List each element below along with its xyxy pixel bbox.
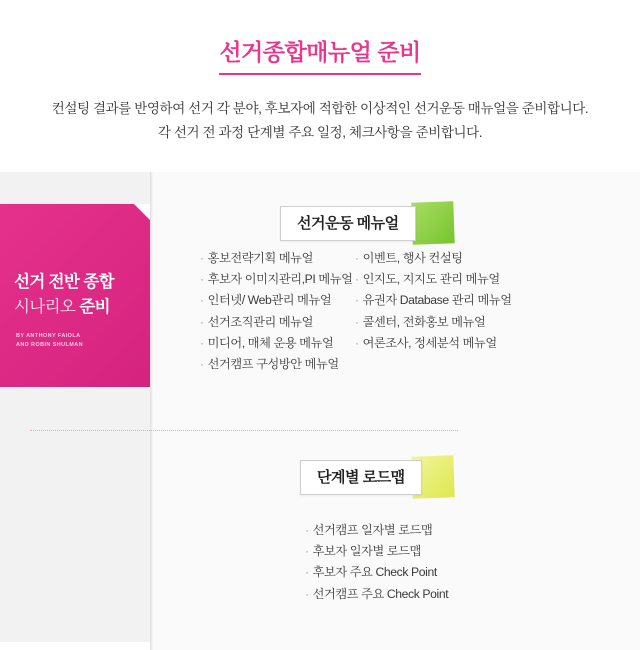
list-item bbox=[355, 337, 512, 358]
page-subtitle bbox=[0, 97, 640, 144]
list-item bbox=[200, 294, 352, 315]
page-header bbox=[0, 0, 640, 144]
bullet-icon: · bbox=[355, 272, 359, 287]
bullet-icon: · bbox=[200, 293, 204, 308]
cover-author-line-1: BY ANTHONY FAIOLA bbox=[16, 333, 81, 339]
bullet-icon: · bbox=[200, 335, 204, 350]
section-1-left-list bbox=[200, 252, 352, 379]
list-item bbox=[200, 316, 352, 337]
book-spread bbox=[0, 172, 640, 650]
section-1-label: 선거운동 메뉴얼 bbox=[280, 206, 416, 241]
list-item-label: 선거캠프 주요 Check Point bbox=[312, 586, 449, 601]
list-item bbox=[200, 358, 352, 379]
cover-title-line-1: 선거 전반 종합 bbox=[14, 273, 115, 291]
list-item-label: 인지도, 지지도 관리 메뉴얼 bbox=[362, 272, 500, 287]
bullet-icon: · bbox=[305, 544, 309, 559]
list-item-label: 유권자 Database 관리 메뉴얼 bbox=[362, 293, 512, 308]
list-item bbox=[355, 273, 512, 294]
section-1-column-right bbox=[355, 252, 512, 358]
list-item-label: 후보자 주요 Check Point bbox=[312, 565, 437, 580]
list-item bbox=[305, 588, 448, 609]
sticky-note-green-icon bbox=[411, 201, 454, 244]
list-item-label: 홍보전략기획 메뉴얼 bbox=[207, 251, 314, 265]
section-roadmap bbox=[0, 454, 490, 601]
section-divider bbox=[30, 430, 458, 431]
list-item bbox=[355, 252, 512, 273]
list-item-label: 선거캠프 구성방안 메뉴얼 bbox=[207, 357, 339, 372]
list-item-label: 후보자 일자별 로드맵 bbox=[312, 544, 422, 559]
list-item-label: 여론조사, 정세분석 메뉴얼 bbox=[362, 335, 497, 350]
cover-title-line-2-light: 시나리오 bbox=[14, 297, 76, 316]
bullet-icon: · bbox=[305, 565, 309, 580]
bullet-icon: · bbox=[355, 314, 359, 329]
list-item bbox=[305, 545, 448, 566]
list-item-label: 인터넷/ Web관리 메뉴얼 bbox=[207, 293, 332, 308]
list-item bbox=[200, 273, 352, 294]
list-item bbox=[200, 252, 352, 273]
list-item-label: 미디어, 매체 운용 메뉴얼 bbox=[207, 335, 334, 350]
section-1-column-left bbox=[200, 252, 352, 379]
section-1-right-list bbox=[355, 252, 512, 358]
bullet-icon: · bbox=[200, 357, 204, 372]
cover-author-line-2: AND ROBIN SHULMAN bbox=[16, 342, 83, 349]
bullet-icon: · bbox=[200, 251, 204, 265]
list-item-label: 선거캠프 일자별 로드맵 bbox=[312, 523, 433, 537]
page-title: 선거종합매뉴얼 준비 bbox=[219, 34, 420, 75]
section-2-column bbox=[305, 524, 448, 609]
list-item bbox=[305, 524, 448, 545]
list-item-label: 후보자 이미지관리,PI 메뉴얼 bbox=[207, 272, 353, 287]
cover-title-line-2-bold: 준비 bbox=[79, 297, 111, 316]
bullet-icon: · bbox=[200, 314, 204, 329]
bullet-icon: · bbox=[305, 523, 309, 537]
section-1-heading bbox=[0, 200, 490, 246]
list-item-label: 선거조직관리 메뉴얼 bbox=[207, 314, 314, 329]
subtitle-line-2: 각 선거 전 과정 단계별 주요 일정, 체크사항을 준비합니다. bbox=[157, 124, 483, 140]
list-item bbox=[305, 566, 448, 587]
section-2-heading bbox=[0, 454, 490, 500]
bullet-icon: · bbox=[305, 586, 309, 601]
section-2-list bbox=[305, 524, 448, 609]
bullet-icon: · bbox=[355, 293, 359, 308]
list-item bbox=[355, 316, 512, 337]
list-item-label: 콜센터, 전화홍보 메뉴얼 bbox=[362, 314, 486, 329]
list-item bbox=[355, 294, 512, 315]
subtitle-line-1: 컨설팅 결과를 반영하여 선거 각 분야, 후보자에 적합한 이상적인 선거운동 매뉴얼을 준비합니다. bbox=[51, 101, 589, 116]
bullet-icon: · bbox=[200, 272, 204, 287]
bullet-icon: · bbox=[355, 251, 359, 265]
section-2-label: 단계별 로드맵 bbox=[300, 460, 422, 495]
list-item bbox=[200, 337, 352, 358]
cover-author bbox=[16, 332, 83, 351]
list-item-label: 이벤트, 행사 컨설팅 bbox=[362, 251, 463, 265]
cover-title bbox=[14, 270, 114, 320]
bullet-icon: · bbox=[355, 335, 359, 350]
